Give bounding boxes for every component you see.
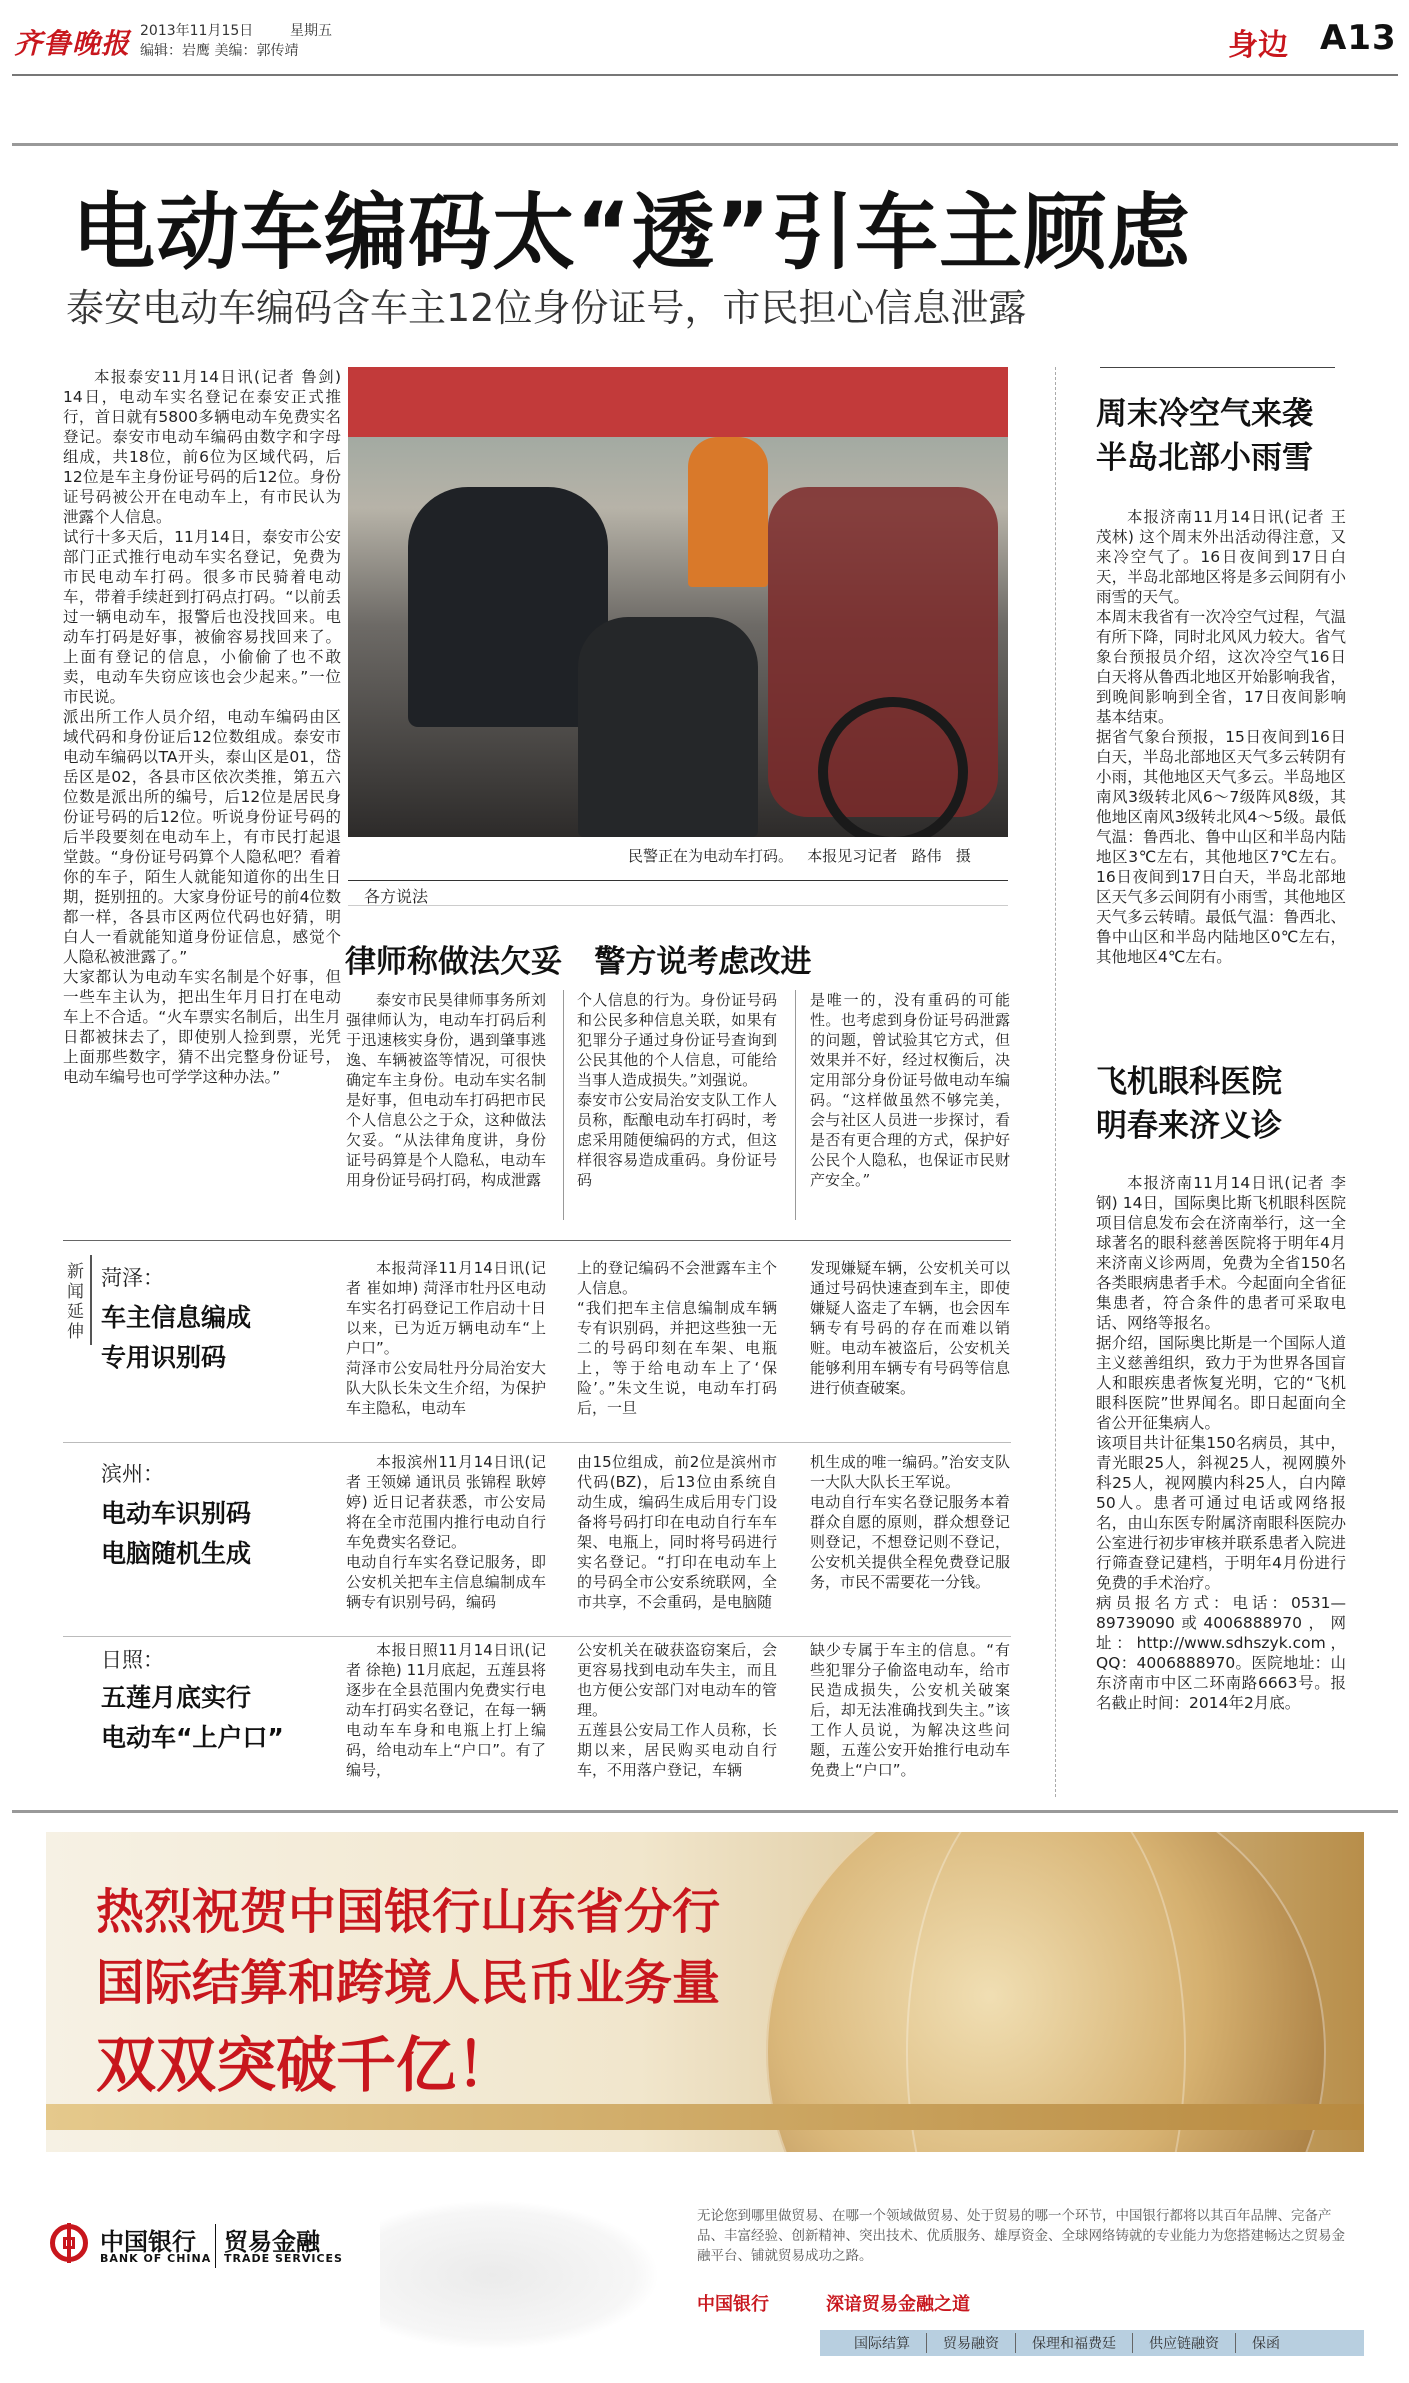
column-divider [563, 990, 564, 1220]
subheadline: 泰安电动车编码含车主12位身份证号，市民担心信息泄露 [66, 286, 1027, 330]
masthead-rule [12, 143, 1398, 146]
related-text: 发现嫌疑车辆，公安机关可以通过号码快速查到车主，即使嫌疑人盗走了车辆，也会因车辆专有号码的存在而难以销赃。电动车被盗后，公安机关能够利用车辆专有号码等信息进行侦查破案。 [810, 1259, 1010, 1397]
sidebar-rule [90, 1255, 92, 1345]
related-divider [63, 1442, 1011, 1443]
news-photo [348, 367, 1008, 837]
ad-motto: 深谙贸易金融之道 [826, 2294, 970, 2315]
sidebar-label: 新闻延伸 [67, 1262, 84, 1342]
service-item: 贸易融资 [927, 2333, 1016, 2353]
related-city: 菏泽： [101, 1266, 164, 1290]
header-rule [12, 74, 1398, 76]
related-divider [63, 1636, 1011, 1637]
trade-services-en: TRADE SERVICES [224, 2252, 343, 2265]
bank-logo-bar [67, 2223, 71, 2263]
ad-slogan: 无论您到哪里做贸易、在哪一个领域做贸易、处于贸易的哪一个环节，中国银行都将以其百年品牌、完备产品、丰富经验、创新精神、突出技术、优质服务、雄厚资金、全球网络铸就的专业能力为您搭建畅达之贸易金融平台、铺就贸易成功之路。 [697, 2208, 1345, 2264]
related-top-rule [63, 1240, 1011, 1241]
issue-date: 2013年11月15日 [140, 23, 254, 39]
opinions-tag-box [348, 880, 1008, 906]
weather-text: 本报济南11月14日讯(记者 王茂林) 这个周末外出活动得注意，又来冷空气了。16日夜间到17日白天，半岛北部地区将是多云间阴有小雨雪的天气。 本周末我省有一次冷空气过程，气温有所下降，同时北风风力较大。省气象台预报员介绍，这次冷空气16日白天将从鲁西北地区开始影响我省，到晚间影响到全省，17日夜间影响基本结束。 据省气象台预报，15日夜间到16日白天，半岛北部地区天气多云转阴有小雨，其他地区天气多云。半岛地区南风3级转北风6～7级阵风8级，其他地区南风3级转北风4～5级。最低气温：鲁西北、鲁中山区和半岛内陆地区3℃左右，其他地区7℃左右。16日夜间到17日白天，半岛北部地区天气多云间阴有小雨雪，其他地区天气多云转晴。最低气温：鲁西北、鲁中山区和半岛内陆地区0℃左右，其他地区4℃左右。 [1096, 508, 1346, 966]
ad-brand: 中国银行 [697, 2294, 769, 2315]
logo-divider [215, 2224, 216, 2268]
opinions-title: 律师称做法欠妥 警方说考虑改进 [345, 944, 812, 980]
trade-services-cn: 贸易金融 [224, 2228, 320, 2256]
service-item: 保理和福费廷 [1016, 2333, 1133, 2353]
section-name: 身边 [1228, 28, 1288, 63]
related-text: 缺少专属于车主的信息。“有些犯罪分子偷盗电动车，给市民造成损失，公安机关破案后，却无法准确找到失主。”该工作人员说，为解决这些问题，五莲公安开始推行电动车免费上“户口”。 [810, 1641, 1010, 1779]
bank-of-china-icon [50, 2224, 88, 2262]
opinions-col-2: 个人信息的行为。身份证号码和公民多种信息关联，如果有犯罪分子通过身份证号查询到公民其他的个人信息，可能给当事人造成损失。”刘强说。 泰安市公安局治安支队工作人员称，酝酿电动车打码时，考虑采用随便编码的方式，但这样很容易造成重码。身份证号码 [577, 991, 777, 1189]
world-map-graphic [380, 2200, 660, 2350]
related-text: 本报日照11月14日讯(记者 徐艳) 11月底起，五莲县将逐步在全县范围内免费实行电动车打码实名登记，在每一辆电动车车身和电瓶上打上编码，给电动车上“户口”。有了编号， [346, 1641, 546, 1779]
related-title: 电动车识别码 电脑随机生成 [101, 1499, 252, 1568]
ad-headline-3: 双双突破千亿！ [96, 2031, 516, 2101]
lead-story-text: 本报泰安11月14日讯(记者 鲁剑) 14日，电动车实名登记在泰安正式推行，首日就有5800多辆电动车免费实名登记。泰安市电动车编码由数字和字母组成，共18位，前6位为区域代码，后12位是车主身份证号码的后12位。身份证号码被公开在电动车上，有市民认为泄露个人信息。 试行十多天后，11月14日，泰安市公安部门正式推行电动车实名登记，免费为市民电动车打码。很多市民骑着电动车，带着手续赶到打码点打码。“以前丢过一辆电动车，报警后也没找回来。电动车打码是好事，被偷容易找回来了。上面有登记的信息，小偷偷了也不敢卖，电动车失窃应该也会少起来。”一位市民说。 派出所工作人员介绍，电动车编码由区域代码和身份证后12位数组成。泰安市电动车编码以TA开头，泰山区是01，岱岳区是02，各县市区依次类推，第五六位数是派出所的编号，后12位是居民身份证号码的后12位。听说身份证号码的后半段要刻在电动车上，有市民打起退堂鼓。“身份证号码算个人隐私吧？看着你的车子，陌生人就能知道你的出生日期，挺别扭的。大家身份证号的前4位数都一样，各县市区两位代码也好猜，明白人一看就能知道身份证信息，感觉个人隐私被泄露了。” 大家都认为电动车实名制是个好事，但一些车主认为，把出生年月日打在电动车上不合适。“火车票实名制后，出生月日都被抹去了，即使别人捡到票，光凭上面那些数字，猜不出完整身份证号，电动车编号也可学学这种办法。” [63, 368, 341, 1086]
service-item: 国际结算 [820, 2333, 927, 2353]
photo-person-figure [578, 617, 758, 837]
related-text: 本报滨州11月14日讯(记者 王领娣 通讯员 张锦程 耿婷婷) 近日记者获悉，市公安局将在全市范围内推行电动自行车免费实名登记。 电动自行车实名登记服务，即公安机关把车主信息编制成车辆专有识别号码，编码 [346, 1453, 546, 1611]
masthead-logo: 齐鲁晚报 [14, 27, 131, 60]
headline: 电动车编码太“透”引车主顾虑 [72, 184, 1192, 281]
related-city: 滨州： [101, 1462, 164, 1486]
hospital-text: 本报济南11月14日讯(记者 李钢) 14日，国际奥比斯飞机眼科医院项目信息发布会在济南举行，这一全球著名的眼科慈善医院将于明年4月来济南义诊两周，免费为全省150名各类眼病患者手术。今起面向全省征集患者，符合条件的患者可采取电话、网络等报名。 据介绍，国际奥比斯是一个国际人道主义慈善组织，致力于为世界各国盲人和眼疾患者恢复光明，它的“飞机眼科医院”世界闻名。即日起面向全省公开征集病人。 该项目共计征集150名病员，其中，青光眼25人，斜视25人，视网膜外科25人，视网膜内科25人，白内障50人。患者可通过电话或网络报名，由山东医专附属济南眼科医院办公室进行初步审核并联系患者入院进行筛查登记建档，于明年4月份进行免费的手术治疗。 病员报名方式：电话：0531—89739090或4006888970，网址：http://www.sdhszyk.com，QQ：4006888970。医院地址：山东济南市中区二环南路6663号。报名截止时间：2014年2月底。 [1096, 1174, 1346, 1712]
ad-headline-2: 国际结算和跨境人民币业务量 [96, 1955, 721, 2011]
related-text: 上的登记编码不会泄露车主个人信息。 “我们把车主信息编制成车辆专有识别码，并把这些独一无二的号码印刻在车架、电瓶上，等于给电动车上了‘保险’。”朱文生说，电动车打码后，一旦 [577, 1259, 777, 1417]
related-city: 日照： [101, 1648, 164, 1672]
related-text: 本报菏泽11月14日讯(记者 崔如坤) 菏泽市牡丹区电动车实名打码登记工作启动十日以来，已为近万辆电动车“上户口”。 菏泽市公安局牡丹分局治安大队大队长朱文生介绍，为保护车主隐私，电动车 [346, 1259, 546, 1417]
right-col-rule [1100, 367, 1335, 368]
related-text: 机生成的唯一编码。”治安支队一大队大队长王军说。 电动自行车实名登记服务本着群众自愿的原则，群众想登记则登记，不想登记则不登记，公安机关提供全程免费登记服务，市民不需要花一分钱。 [810, 1453, 1010, 1591]
issue-weekday: 星期五 [290, 23, 332, 39]
service-item: 保函 [1252, 2336, 1280, 2352]
photo-wheel [818, 697, 968, 837]
ad-top-rule [12, 1810, 1398, 1813]
weather-title: 周末冷空气来袭 半岛北部小雨雪 [1096, 396, 1313, 476]
related-title: 车主信息编成 专用识别码 [101, 1303, 252, 1372]
related-text: 公安机关在破获盗窃案后，会更容易找到电动车失主，而且也方便公安部门对电动车的管理。 五莲县公安局工作人员称，长期以来，居民购买电动自行车，不用落户登记，车辆 [577, 1641, 777, 1779]
opinions-tag: 各方说法 [364, 887, 429, 906]
bank-name-en: BANK OF CHINA [100, 2252, 212, 2265]
services-bar [820, 2330, 1364, 2356]
opinions-col-1: 泰安市民昊律师事务所刘强律师认为，电动车打码后利于迅速核实身份，遇到肇事逃逸、车辆被盗等情况，可很快确定车主身份。电动车实名制是好事，但电动车打码把市民个人信息公之于众，这种做法欠妥。“从法律角度讲，身份证号码算是个人隐私，电动车用身份证号码打码，构成泄露 [346, 991, 546, 1189]
hospital-title: 飞机眼科医院 明春来济义诊 [1096, 1064, 1282, 1144]
related-title: 五莲月底实行 电动车“上户口” [101, 1683, 284, 1752]
page-number: A13 [1320, 18, 1397, 58]
column-divider [795, 990, 796, 1220]
opinions-col-3: 是唯一的，没有重码的可能性。也考虑到身份证号码泄露的问题，曾试验其它方式，但效果并不好，经过权衡后，决定用部分身份证号做电动车编码。“这样做虽然不够完美，会与社区人员进一步探讨，看是否有更合理的方式，保护好公民个人隐私，也保证市民财产安全。” [810, 991, 1010, 1189]
editor-credits: 编辑：岩鹰 美编：郭传靖 [140, 43, 299, 59]
service-item: 供应链融资 [1133, 2333, 1236, 2353]
bank-name-cn: 中国银行 [100, 2228, 196, 2256]
photo-caption: 民警正在为电动车打码。 本报见习记者 路伟 摄 [628, 847, 971, 865]
related-text: 由15位组成，前2位是滨州市代码(BZ)，后13位由系统自动生成，编码生成后用专门设备将号码打印在电动自行车车架、电瓶上，同时将号码进行实名登记。“打印在电动车上的号码全市公安系统联网，全市共享，不会重码，是电脑随 [577, 1453, 777, 1611]
photo-tent [348, 367, 1008, 437]
gold-stripe [46, 2104, 1364, 2130]
photo-person-figure [688, 437, 768, 587]
ad-headline-1: 热烈祝贺中国银行山东省分行 [96, 1884, 721, 1940]
right-col-divider [1055, 367, 1056, 1797]
